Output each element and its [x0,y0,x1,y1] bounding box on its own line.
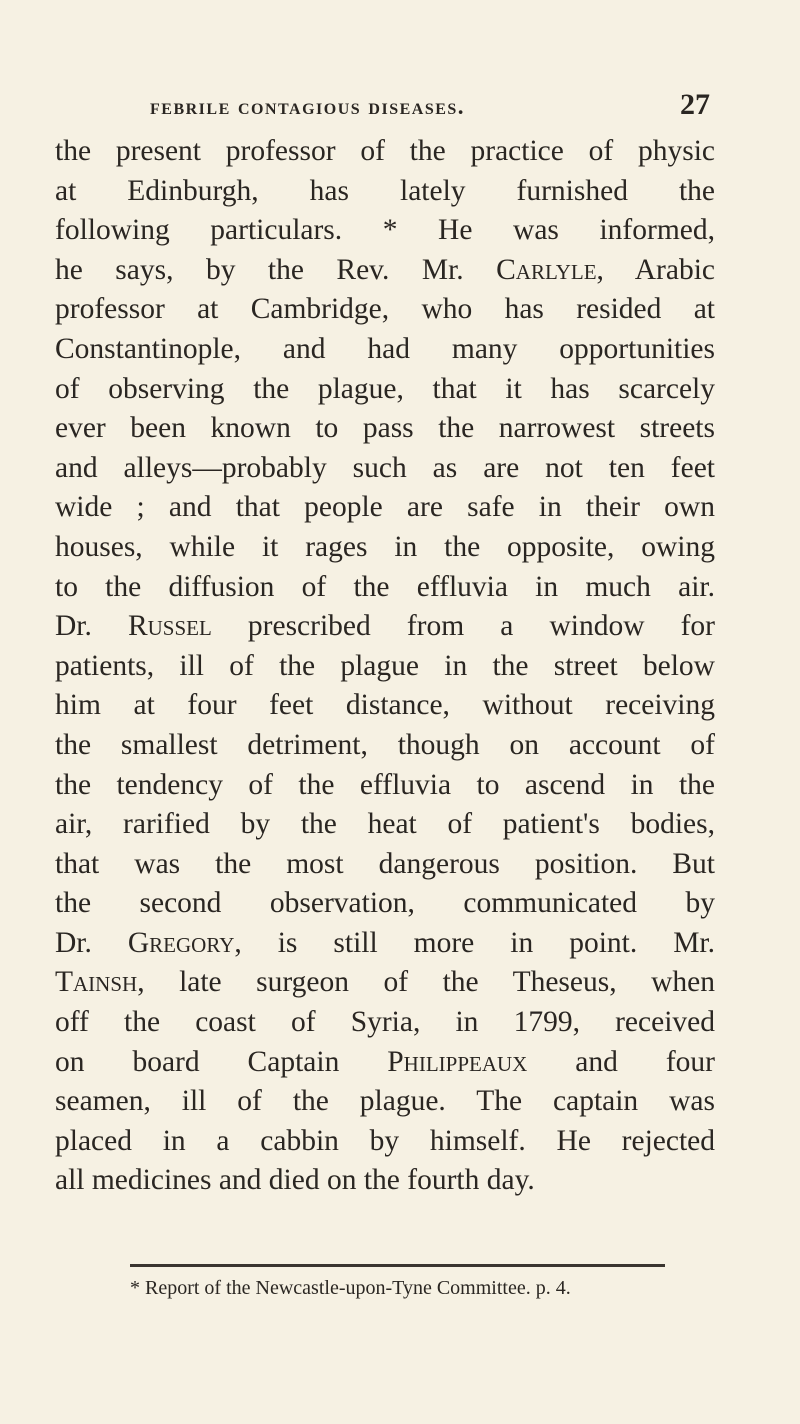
text-line: placed in a cabbin by himself. He rejected [55,1124,715,1157]
text-line: professor at Cambridge, who has resided at [55,293,715,326]
small-caps-name: Philippeaux [387,1045,528,1078]
text-line: following particulars. * He was informed, [55,214,715,247]
text-line: the smallest detriment, though on account of [55,728,715,761]
text-line: wide ; and that people are safe in their own [55,491,715,524]
running-head [150,88,710,122]
small-caps-name: Carlyle [496,253,597,286]
text-line: the second observation, communicated by [55,887,715,920]
text-line: off the coast of Syria, in 1799, received [55,1006,715,1039]
text-line: air, rarified by the heat of patient's bodies, [55,808,715,841]
text-line: him at four feet distance, without receiving [55,689,715,722]
text-line: that was the most dangerous position. But [55,847,715,880]
footnote-rule [130,1264,665,1267]
text-line: to the diffusion of the effluvia in much air. [55,570,715,603]
text-line: the tendency of the effluvia to ascend in the [55,768,715,801]
text-line: ever been known to pass the narrowest streets [55,412,715,445]
text-line: Dr. Gregory, is still more in point. Mr. [55,926,715,959]
footnote: * Report of the Newcastle-upon-Tyne Committee. p. 4. [130,1277,571,1299]
text-line: Dr. Russel prescribed from a window for [55,610,716,643]
running-title: febrile contagious diseases. [150,94,466,119]
body-text [55,132,715,1201]
text-line: Constantinople, and had many opportunities [55,332,715,365]
text-line: on board Captain Philippeaux and four [55,1045,715,1078]
small-caps-name: Gregory [127,926,235,959]
text-line: seamen, ill of the plague. The captain was [55,1085,715,1118]
text-line: patients, ill of the plague in the street below [55,649,715,682]
text-line: Tainsh, late surgeon of the Theseus, when [55,966,715,999]
small-caps-name: Tainsh [55,966,138,999]
page-number: 27 [680,88,710,121]
text-line: at Edinburgh, has lately furnished the [55,174,715,207]
text-line: and alleys—probably such as are not ten feet [55,451,715,484]
text-line: houses, while it rages in the opposite, owing [55,530,715,563]
text-line: the present professor of the practice of physic [55,135,715,167]
text-line: of observing the plague, that it has scarcely [55,372,715,405]
text-line: he says, by the Rev. Mr. Carlyle, Arabic [55,253,716,286]
text-line: all medicines and died on the fourth day. [55,1164,535,1197]
small-caps-name: Russel [127,610,212,643]
